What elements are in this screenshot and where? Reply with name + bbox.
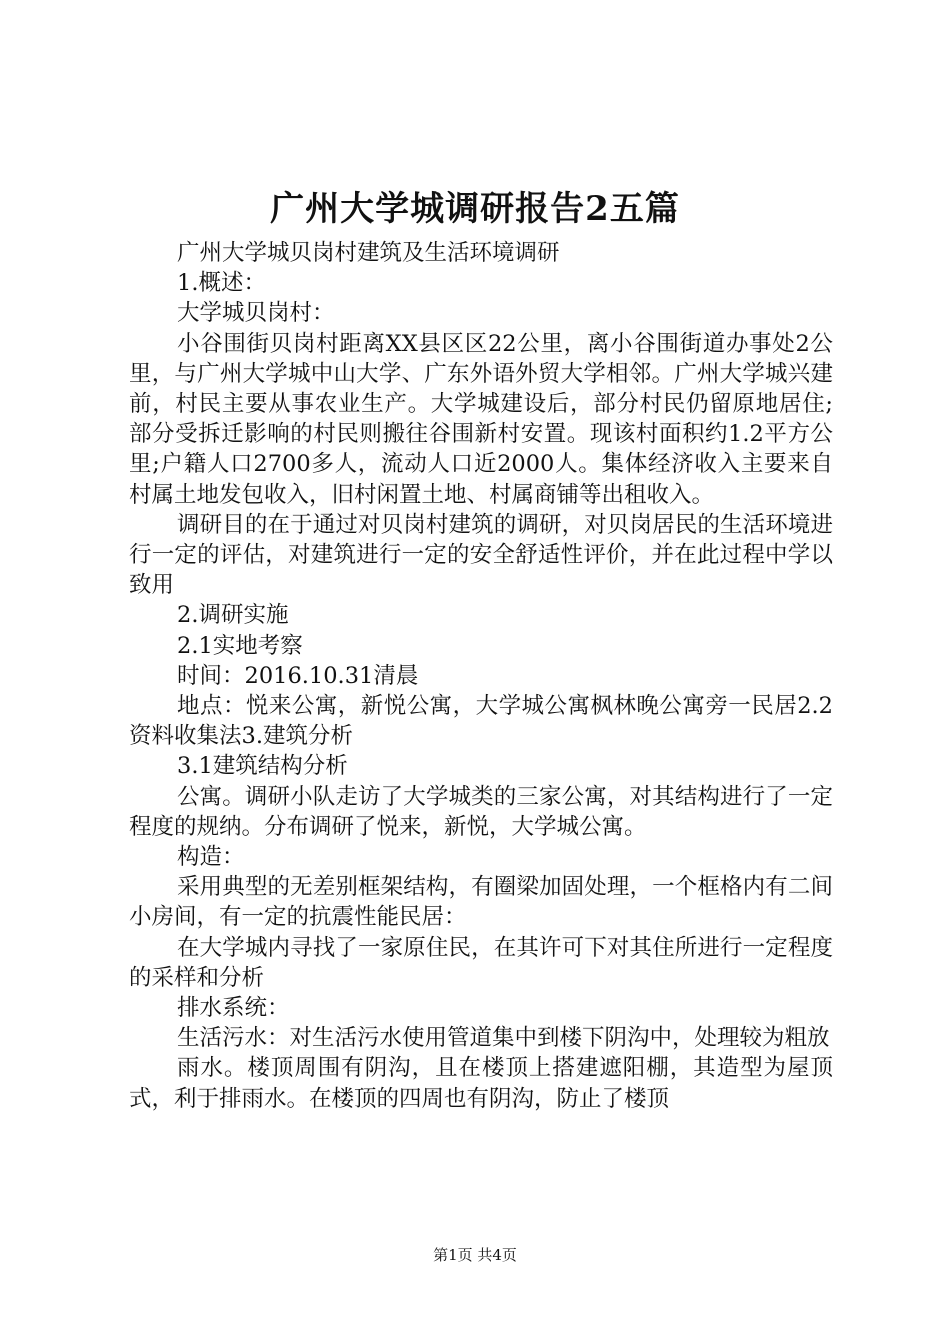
page-number-footer: 第1页 共4页 [433,1246,517,1264]
paragraph-apartments: 公寓。调研小队走访了大学城类的三家公寓，对其结构进行了一定程度的规纳。分布调研了悦来，新悦，大学城公寓。 [129,783,833,840]
paragraph-heading-structure: 3.1建筑结构分析 [177,753,348,780]
paragraph-heading-implementation: 2.调研实施 [177,602,289,629]
document-title: 广州大学城调研报告2五篇 [270,189,680,229]
paragraph-construction-label: 构造： [177,844,245,871]
paragraph-drainage-label: 排水系统： [177,995,290,1022]
paragraph-time: 时间：2016.10.31清晨 [177,662,419,689]
paragraph-village-description: 小谷围街贝岗村距离XX县区区22公里，离小谷围街道办事处2公里，与广州大学城中山大学、广东外语外贸大学相邻。广州大学城兴建前，村民主要从事农业生产。大学城建设后，部分村民仍留原地居住;部分受拆迁影响的村民则搬往谷围新村安置。现该村面积约1.2平方公里;户籍人口2700多人，流动人口近2000人。集体经济收入主要来自村属土地发包收入，旧村闲置土地、村属商铺等出租收入。 [129,330,833,508]
paragraph-rainwater: 雨水。楼顶周围有阴沟，且在楼顶上搭建遮阳棚，其造型为屋顶式，利于排雨水。在楼顶的四周也有阴沟，防止了楼顶 [129,1055,833,1112]
paragraph-sewage: 生活污水：对生活污水使用管道集中到楼下阴沟中，处理较为粗放 [177,1025,830,1052]
paragraph-heading-field-survey: 2.1实地考察 [177,632,303,659]
paragraph-subtitle: 广州大学城贝岗村建筑及生活环境调研 [177,240,560,266]
paragraph-heading-overview: 1.概述： [177,270,266,297]
paragraph-location: 地点：悦来公寓，新悦公寓，大学城公寓枫林晚公寓旁一民居2.2资料收集法3.建筑分析 [129,693,833,750]
paragraph-residents: 在大学城内寻找了一家原住民，在其许可下对其住所进行一定程度的采样和分析 [129,934,833,991]
paragraph-research-purpose: 调研目的在于通过对贝岗村建筑的调研，对贝岗居民的生活环境进行一定的评估，对建筑进行一定的安全舒适性评价，并在此过程中学以致用 [129,511,833,599]
document-body [129,238,833,1114]
paragraph-frame-structure: 采用典型的无差别框架结构，有圈梁加固处理，一个框格内有二间小房间，有一定的抗震性能民居： [129,874,833,931]
paragraph-village-label: 大学城贝岗村： [177,300,335,327]
